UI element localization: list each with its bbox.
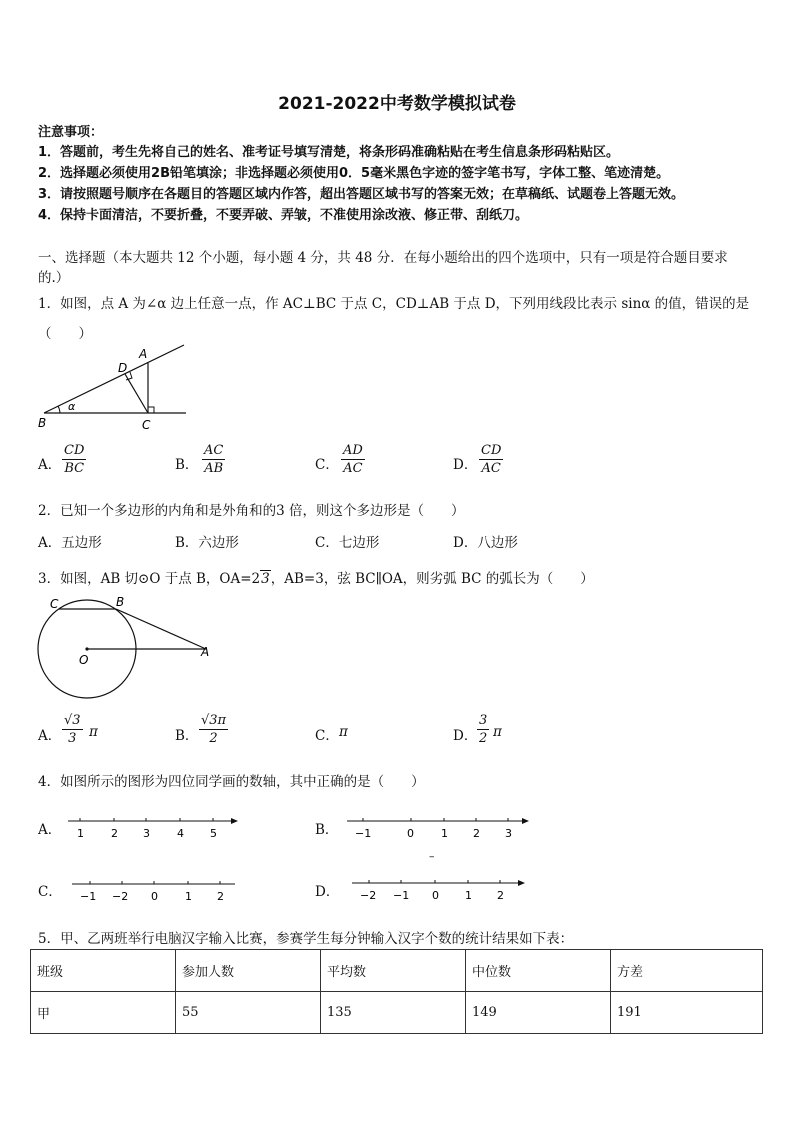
- notice-item-3: 3．请按照题号顺序在各题目的答题区域内作答，超出答题区域书写的答案无效；在草稿纸、试题卷上答题无效。: [38, 187, 685, 202]
- q1-option-b-fraction: [202, 442, 225, 477]
- q4-c-tick-2: −2: [112, 890, 129, 903]
- q1-label-a: A: [139, 347, 148, 361]
- q1-label-alpha: α: [68, 400, 76, 413]
- q1-option-c-den: AC: [343, 461, 363, 476]
- q4-option-c-label: C．: [38, 884, 62, 900]
- q4-a-tick-4: 4: [177, 827, 184, 840]
- q1-option-c-fraction: [341, 442, 365, 477]
- q3-label-b: B: [116, 595, 125, 609]
- q5-stats-table: [30, 949, 763, 1034]
- q4-d-tick-3: 0: [432, 889, 439, 902]
- q3-label-c: C: [50, 597, 59, 611]
- q3-option-a-den: 3: [68, 731, 77, 746]
- q4-option-b-label: B．: [315, 822, 339, 838]
- q4-axis-a: [66, 812, 246, 842]
- q1-option-b-num: AC: [204, 443, 224, 458]
- table-cell: 191: [611, 992, 763, 1034]
- table-header-row: [31, 950, 763, 992]
- section-heading-line1: 一、选择题（本大题共 12 个小题，每小题 4 分，共 48 分．在每小题给出的四个选项中，只有一项是符合题目要求: [38, 250, 728, 266]
- q2-stem: 2．已知一个多边形的内角和是外角和的3 倍，则这个多边形是（ ）: [38, 503, 465, 519]
- q4-axis-c: [70, 875, 250, 905]
- q4-d-tick-5: 2: [497, 889, 504, 902]
- q1-option-d-den: AC: [481, 461, 501, 476]
- q3-option-b-label: B．: [175, 728, 199, 744]
- q4-axis-d: [350, 874, 540, 904]
- q1-option-d-fraction: [479, 442, 503, 477]
- table-header-cell: 参加人数: [176, 950, 321, 992]
- notice-heading: 注意事项：: [38, 125, 104, 140]
- notice-item-1: 1．答题前，考生先将自己的姓名、准考证号填写清楚，将条形码准确粘贴在考生信息条形码粘贴区。: [38, 145, 620, 160]
- q3-option-d-den: 2: [479, 731, 488, 746]
- section-heading-line2: 的.）: [38, 270, 70, 286]
- q4-c-tick-1: −1: [80, 890, 97, 903]
- q3-option-c-label: C．: [315, 728, 339, 744]
- q3-option-c-value: π: [339, 724, 348, 740]
- q3-option-a-label: A．: [38, 728, 62, 744]
- q1-option-b-label: B．: [175, 457, 199, 473]
- q3-label-a: A: [201, 645, 210, 659]
- q2-option-a: A．五边形: [38, 535, 102, 551]
- q4-b-tick-2: 0: [407, 827, 414, 840]
- q2-option-b: B．六边形: [175, 535, 239, 551]
- q3-option-d-num: 3: [479, 713, 488, 728]
- table-cell: 149: [466, 992, 611, 1034]
- q4-b-tick-3: 1: [441, 827, 448, 840]
- q4-c-tick-5: 2: [217, 890, 224, 903]
- q4-b-tick-4: 2: [473, 827, 480, 840]
- q2-option-c: C．七边形: [315, 535, 380, 551]
- q1-option-d-num: CD: [481, 443, 502, 458]
- q3-label-o: O: [79, 653, 89, 667]
- q1-answer-paren: （ ）: [38, 326, 92, 342]
- q3-option-d-suffix: π: [493, 724, 502, 740]
- table-header-cell: 班级: [31, 950, 176, 992]
- q1-label-b: B: [38, 416, 47, 430]
- q4-c-tick-4: 1: [185, 890, 192, 903]
- notice-item-4: 4．保持卡面清洁，不要折叠，不要弄破、弄皱，不准使用涂改液、修正带、刮纸刀。: [38, 208, 529, 223]
- q4-b-tick-1: −1: [355, 827, 372, 840]
- q4-c-tick-3: 0: [151, 890, 158, 903]
- q4-a-tick-1: 1: [77, 827, 84, 840]
- q3-stem-part2: ，AB=3，弦 BC∥OA，则劣弧 BC 的弧长为（ ）: [270, 571, 594, 587]
- q3-stem-part1: 3．如图，AB 切⊙O 于点 B，OA=2: [38, 571, 261, 587]
- q1-option-c-label: C．: [315, 457, 339, 473]
- q1-label-d: D: [118, 361, 128, 375]
- table-cell: 135: [321, 992, 466, 1034]
- q4-stem: 4．如图所示的图形为四位同学画的数轴，其中正确的是（ ）: [38, 774, 425, 790]
- q3-option-b-den: 2: [209, 731, 218, 746]
- q4-stray-mark: –: [429, 850, 435, 863]
- q1-option-a-label: A．: [38, 457, 62, 473]
- q3-circle-figure: [34, 592, 214, 704]
- q1-option-a-fraction: [62, 442, 86, 477]
- q1-triangle-figure: [34, 342, 194, 432]
- q3-option-a-num: √3: [64, 713, 81, 728]
- table-cell: 55: [176, 992, 321, 1034]
- q4-option-a-label: A．: [38, 822, 62, 838]
- q3-option-d-fraction: [477, 712, 489, 747]
- q4-d-tick-1: −2: [360, 889, 377, 902]
- table-header-cell: 方差: [611, 950, 763, 992]
- q3-stem: [38, 567, 594, 587]
- table-header-cell: 平均数: [321, 950, 466, 992]
- q1-option-a-num: CD: [64, 443, 85, 458]
- q5-stem: 5．甲、乙两班举行电脑汉字输入比赛，参赛学生每分钟输入汉字个数的统计结果如下表：: [38, 931, 574, 947]
- q3-sqrt-radicand: 3: [261, 571, 270, 587]
- q4-a-tick-2: 2: [111, 827, 118, 840]
- q3-option-d-label: D．: [453, 728, 478, 744]
- q4-d-tick-2: −1: [393, 889, 410, 902]
- q3-option-a-fraction: [62, 712, 83, 747]
- q1-option-a-den: BC: [64, 461, 85, 476]
- notice-item-2: 2．选择题必须使用2B铅笔填涂；非选择题必须使用0．5毫米黑色字迹的签字笔书写，字体工整、笔迹清楚。: [38, 166, 670, 181]
- q1-option-b-den: AB: [204, 461, 224, 476]
- q4-a-tick-5: 5: [210, 827, 217, 840]
- q1-stem: 1．如图，点 A 为∠α 边上任意一点，作 AC⊥BC 于点 C，CD⊥AB 于点 D，下列用线段比表示 sinα 的值，错误的是: [38, 296, 750, 312]
- page-title: 2021-2022中考数学模拟试卷: [278, 94, 516, 114]
- q1-option-c-num: AD: [343, 443, 363, 458]
- q1-label-c: C: [142, 418, 151, 432]
- q4-axis-b: [345, 812, 535, 842]
- q4-a-tick-3: 3: [143, 827, 150, 840]
- q3-option-b-fraction: [199, 712, 228, 747]
- q1-option-d-label: D．: [453, 457, 478, 473]
- table-cell: 甲: [31, 992, 176, 1034]
- table-header-cell: 中位数: [466, 950, 611, 992]
- q3-option-a-suffix: π: [89, 724, 98, 740]
- table-row: [31, 992, 763, 1034]
- q4-d-tick-4: 1: [465, 889, 472, 902]
- q4-option-d-label: D．: [315, 884, 340, 900]
- q2-option-d: D．八边形: [453, 535, 518, 551]
- q3-option-b-num: √3π: [201, 713, 227, 728]
- q4-b-tick-5: 3: [505, 827, 512, 840]
